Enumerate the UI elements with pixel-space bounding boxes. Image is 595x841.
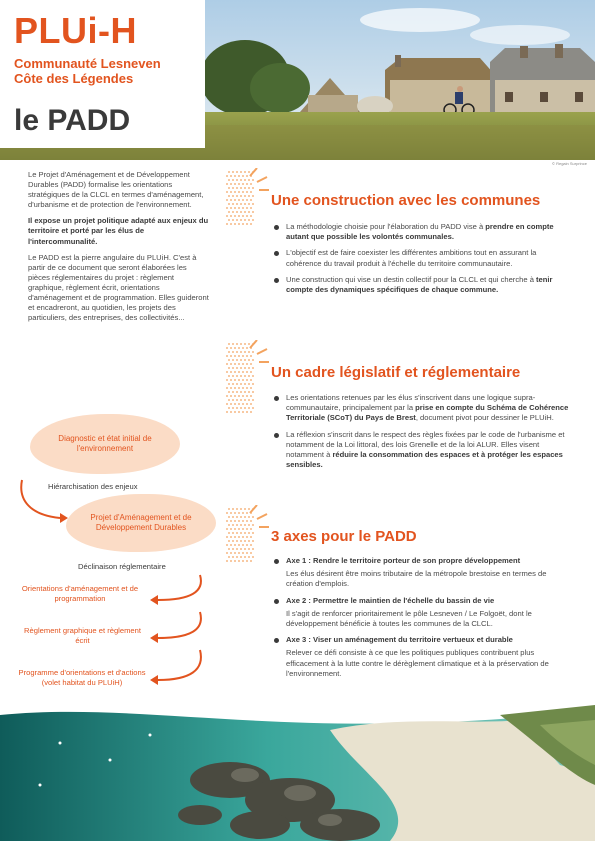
diagnostic-step	[30, 414, 180, 474]
coast-aerial-photo	[0, 705, 595, 841]
section-1-title: Une construction avec les communes	[271, 192, 541, 209]
output-poa: Programme d'orientations et d'actions (volet habitat du PLUiH)	[18, 668, 146, 687]
axis-2-text: Il s'agit de renforcer prioritairement le pôle Lesneven / Le Folgoët, dont le développement bénéficie à toutes les communes de la CLCL.	[286, 608, 532, 629]
section-1-bullet-2: L'objectif est de faire coexister les différentes ambitions tout en assurant la cohérence du travail produit à l'échelle du territoire communautaire.	[273, 248, 573, 268]
dot-pattern-2	[225, 340, 270, 415]
axis-1-heading: Axe 1 : Rendre le territoire porteur de son propre développement	[273, 556, 573, 566]
section-3-title: 3 axes pour le PADD	[271, 528, 417, 545]
dot-pattern-3	[225, 505, 270, 565]
regulatory-label: Déclinaison réglementaire	[78, 562, 166, 571]
document-title: le PADD	[14, 104, 131, 137]
section-1-bullet-3: Une construction qui vise un destin collectif pour la CLCL et qui cherche à tenir compte des dynamiques spécifiques de chaque commune.	[273, 275, 573, 295]
subtitle-line-2: Côte des Légendes	[14, 71, 134, 86]
section-1-bullet-1: La méthodologie choisie pour l'élaboration du PADD vise à prendre en compte autant que possible les volontés communales.	[273, 222, 573, 242]
padd-step-label: Projet d'Aménagement et de Développement Durables	[90, 513, 192, 532]
output-oap: Orientations d'aménagement et de programmation	[21, 584, 139, 603]
section-3-axes	[273, 556, 573, 685]
intro-paragraph-3: Le PADD est la pierre angulaire du PLUiH. C'est à partir de ce document que seront élaborées les pièces réglementaires du projet : règlement graphique, règlement écrit, orientations d'aménagement et de programmation. Elles guideront et encadreront, au quotidien, les projets des particuliers, des entreprises, des collectivités...	[28, 252, 209, 323]
section-2-bullets	[273, 393, 573, 476]
axis-1-text: Les élus désirent être moins tributaire de la métropole brestoise en termes de création d'emplois.	[286, 569, 547, 589]
axis-2-heading: Axe 2 : Permettre le maintien de l'échelle du bassin de vie	[273, 596, 573, 606]
axis-3-text: Relever ce défi consiste à ce que les politiques publiques contribuent plus efficacement à la lutte contre le dérèglement climatique et à la préservation de l'environnement.	[286, 648, 549, 678]
intro-paragraph-2: Il expose un projet politique adapté aux enjeux du territoire et porté par les élus de l'intercommunalité.	[28, 216, 209, 246]
hierarchy-label: Hiérarchisation des enjeux	[48, 482, 138, 491]
padd-step	[66, 494, 216, 552]
intro-paragraph-1: Le Projet d'Aménagement et de Développement Durables (PADD) formalise les orientations stratégiques de la CLCL en termes d'aménagement, d'urbanisme et de protection de l'environnement.	[28, 170, 204, 210]
section-2-title: Un cadre législatif et réglementaire	[271, 364, 521, 381]
section-1-bullets	[273, 222, 573, 301]
subtitle-line-1: Communauté Lesneven	[14, 56, 161, 71]
main-title: PLUi-H	[14, 10, 137, 51]
section-2-bullet-2: La réflexion s'inscrit dans le respect des règles fixées par le code de l'urbanisme et notamment de la Loi littoral, des lois Grenelle et de la loi ALUR. Elles visent notamment à réduire la consommation des espaces et à protéger les espaces sensibles.	[273, 430, 573, 471]
section-2-bullet-1: Les orientations retenues par les élus s'inscrivent dans une logique supra-communautaire, principalement par la prise en compte du Schéma de Cohérence Territoriale (SCoT) du Pays de Brest, document pivot pour dessiner le PLUiH.	[273, 393, 573, 424]
axis-3-heading: Axe 3 : Viser un aménagement du territoire vertueux et durable	[273, 635, 573, 645]
output-reglement: Règlement graphique et règlement écrit	[24, 626, 141, 645]
dot-pattern-1	[225, 168, 270, 228]
photo-credit-top: © Regain Surprince	[552, 161, 587, 166]
diagnostic-label: Diagnostic et état initial de l'environnement	[58, 434, 152, 453]
flow-arrows	[0, 0, 230, 720]
coastline-photo	[0, 705, 595, 841]
